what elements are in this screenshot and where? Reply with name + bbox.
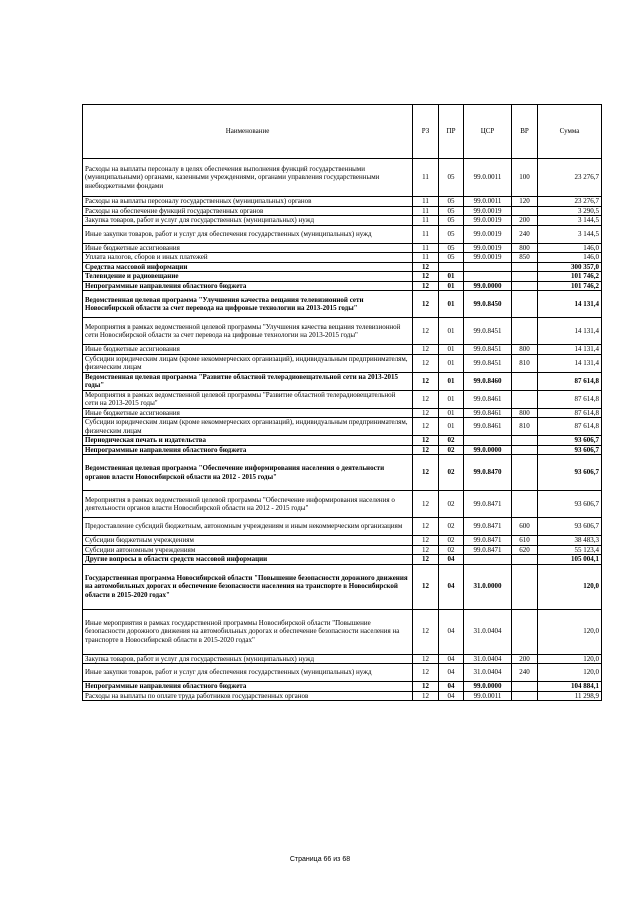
table-row	[83, 491, 602, 518]
row-csr-cell: 99.0.0019	[464, 253, 512, 263]
row-rz-cell: 12	[413, 408, 439, 418]
row-vr-cell	[512, 455, 538, 491]
row-csr-cell: 99.0.0019	[464, 206, 512, 216]
row-sum-cell: 3 144,5	[538, 225, 602, 243]
row-rz-cell: 12	[413, 272, 439, 282]
table-row	[83, 518, 602, 536]
row-rz-cell: 12	[413, 536, 439, 546]
row-rz-cell: 12	[413, 545, 439, 555]
row-name-cell: Расходы на выплаты по оплате труда работников государственных органов	[83, 691, 413, 701]
row-sum-cell: 87 614,8	[538, 372, 602, 390]
row-csr-cell: 99.0.0000	[464, 682, 512, 692]
row-csr-cell: 99.0.8471	[464, 491, 512, 518]
row-sum-cell: 14 131,4	[538, 354, 602, 372]
row-sum-cell: 101 746,2	[538, 281, 602, 291]
row-pr-cell: 04	[439, 691, 464, 701]
row-vr-cell	[512, 318, 538, 345]
row-sum-cell: 87 614,8	[538, 408, 602, 418]
row-vr-cell	[512, 691, 538, 701]
budget-table	[82, 104, 602, 701]
table-row	[83, 253, 602, 263]
row-name-cell: Уплата налогов, сборов и иных платежей	[83, 253, 413, 263]
row-rz-cell: 12	[413, 491, 439, 518]
row-rz-cell: 12	[413, 291, 439, 318]
column-header-pr: ПР	[439, 105, 464, 159]
row-vr-cell: 800	[512, 408, 538, 418]
page-number: Страница 66 из 68	[289, 856, 351, 863]
row-pr-cell: 02	[439, 545, 464, 555]
table-row	[83, 654, 602, 664]
row-vr-cell	[512, 272, 538, 282]
row-sum-cell: 300 357,0	[538, 262, 602, 272]
table-row	[83, 691, 602, 701]
row-vr-cell	[512, 564, 538, 609]
row-pr-cell: 05	[439, 216, 464, 226]
row-pr-cell: 02	[439, 445, 464, 455]
row-rz-cell: 11	[413, 225, 439, 243]
row-csr-cell: 99.0.8451	[464, 345, 512, 355]
row-name-cell: Закупка товаров, работ и услуг для государственных (муниципальных) нужд	[83, 654, 413, 664]
table-row	[83, 291, 602, 318]
row-pr-cell: 04	[439, 654, 464, 664]
row-sum-cell: 14 131,4	[538, 291, 602, 318]
table-row	[83, 354, 602, 372]
row-rz-cell: 12	[413, 664, 439, 682]
row-name-cell: Государственная программа Новосибирской области "Повышение безопасности дорожного движения на автомобильных дорогах и обеспечение безопасности населения на транспорте в Новосибирской области в 2015-2020 годах"	[83, 564, 413, 609]
table-row	[83, 272, 602, 282]
row-vr-cell: 240	[512, 225, 538, 243]
row-pr-cell: 01	[439, 408, 464, 418]
row-vr-cell: 810	[512, 354, 538, 372]
table-row	[83, 682, 602, 692]
row-name-cell: Расходы на обеспечение функций государственных органов	[83, 206, 413, 216]
row-name-cell: Иные бюджетные ассигнования	[83, 345, 413, 355]
row-rz-cell: 12	[413, 436, 439, 446]
table-row	[83, 418, 602, 436]
row-rz-cell: 12	[413, 691, 439, 701]
row-vr-cell: 850	[512, 253, 538, 263]
row-csr-cell: 99.0.0019	[464, 243, 512, 253]
table-row	[83, 243, 602, 253]
row-sum-cell: 87 614,8	[538, 418, 602, 436]
row-pr-cell: 05	[439, 243, 464, 253]
row-vr-cell	[512, 206, 538, 216]
row-csr-cell: 99.0.8451	[464, 354, 512, 372]
row-vr-cell: 200	[512, 654, 538, 664]
row-rz-cell: 12	[413, 518, 439, 536]
row-name-cell: Субсидии юридическим лицам (кроме некоммерческих организаций), индивидуальным предпринимателям, физическим лицам	[83, 354, 413, 372]
row-csr-cell: 99.0.8460	[464, 372, 512, 390]
row-rz-cell: 11	[413, 206, 439, 216]
row-vr-cell	[512, 262, 538, 272]
row-name-cell: Средства массовой информации	[83, 262, 413, 272]
row-vr-cell: 100	[512, 159, 538, 197]
table-row	[83, 555, 602, 565]
row-name-cell: Иные мероприятия в рамках государственной программы Новосибирской области "Повышение безопасности дорожного движения на автомобильных дорогах и обеспечение безопасности населения на транспорте в Новосибирской области в 2015-2020 годах"	[83, 609, 413, 654]
row-pr-cell: 01	[439, 318, 464, 345]
row-name-cell: Иные бюджетные ассигнования	[83, 408, 413, 418]
row-name-cell: Непрограммные направления областного бюджета	[83, 682, 413, 692]
row-csr-cell: 31.0.0404	[464, 654, 512, 664]
row-vr-cell: 620	[512, 545, 538, 555]
row-csr-cell	[464, 272, 512, 282]
row-rz-cell: 12	[413, 418, 439, 436]
row-sum-cell: 120,0	[538, 609, 602, 654]
row-name-cell: Мероприятия в рамках ведомственной целевой программы "Развитие областной телерадиовещательной сети на 2013-2015 годы"	[83, 390, 413, 408]
row-sum-cell: 120,0	[538, 664, 602, 682]
table-row	[83, 262, 602, 272]
table-row	[83, 197, 602, 207]
row-csr-cell	[464, 555, 512, 565]
row-rz-cell: 12	[413, 455, 439, 491]
row-sum-cell: 14 131,4	[538, 345, 602, 355]
row-rz-cell: 11	[413, 197, 439, 207]
row-name-cell: Непрограммные направления областного бюджета	[83, 445, 413, 455]
column-header-csr: ЦСР	[464, 105, 512, 159]
row-vr-cell	[512, 445, 538, 455]
row-sum-cell: 104 884,1	[538, 682, 602, 692]
row-name-cell: Субсидии бюджетным учреждениям	[83, 536, 413, 546]
row-vr-cell: 240	[512, 664, 538, 682]
row-rz-cell: 12	[413, 609, 439, 654]
row-vr-cell: 610	[512, 536, 538, 546]
table-row	[83, 372, 602, 390]
row-pr-cell: 05	[439, 197, 464, 207]
row-vr-cell	[512, 372, 538, 390]
row-pr-cell: 02	[439, 455, 464, 491]
row-csr-cell: 99.0.0000	[464, 281, 512, 291]
row-rz-cell: 12	[413, 318, 439, 345]
table-row	[83, 609, 602, 654]
row-sum-cell: 93 606,7	[538, 491, 602, 518]
row-name-cell: Мероприятия в рамках ведомственной целевой программы "Обеспечение информирования населения о деятельности органов власти Новосибирской области на 2012 - 2015 годы"	[83, 491, 413, 518]
row-csr-cell: 31.0.0404	[464, 609, 512, 654]
row-sum-cell: 93 606,7	[538, 436, 602, 446]
row-csr-cell: 99.0.8451	[464, 318, 512, 345]
row-pr-cell: 02	[439, 518, 464, 536]
row-vr-cell	[512, 609, 538, 654]
row-pr-cell: 01	[439, 345, 464, 355]
row-csr-cell: 31.0.0404	[464, 664, 512, 682]
row-csr-cell: 99.0.8471	[464, 518, 512, 536]
row-pr-cell: 04	[439, 564, 464, 609]
column-header-sum: Сумма	[538, 105, 602, 159]
row-pr-cell: 01	[439, 418, 464, 436]
row-sum-cell: 23 276,7	[538, 197, 602, 207]
row-csr-cell	[464, 262, 512, 272]
row-vr-cell	[512, 390, 538, 408]
row-rz-cell: 12	[413, 372, 439, 390]
row-rz-cell: 12	[413, 390, 439, 408]
row-rz-cell: 11	[413, 253, 439, 263]
table-row	[83, 216, 602, 226]
row-name-cell: Другие вопросы в области средств массовой информации	[83, 555, 413, 565]
table-row	[83, 281, 602, 291]
row-pr-cell: 01	[439, 281, 464, 291]
row-pr-cell: 01	[439, 390, 464, 408]
row-csr-cell: 99.0.8471	[464, 536, 512, 546]
row-rz-cell: 12	[413, 345, 439, 355]
row-csr-cell: 99.0.8471	[464, 545, 512, 555]
row-csr-cell: 99.0.0011	[464, 159, 512, 197]
row-sum-cell: 55 123,4	[538, 545, 602, 555]
row-csr-cell: 99.0.8470	[464, 455, 512, 491]
row-csr-cell: 99.0.0011	[464, 197, 512, 207]
table-row	[83, 664, 602, 682]
row-name-cell: Иные закупки товаров, работ и услуг для обеспечения государственных (муниципальных) нужд	[83, 664, 413, 682]
row-name-cell: Субсидии юридическим лицам (кроме некоммерческих организаций), индивидуальным предпринимателям, физическим лицам	[83, 418, 413, 436]
row-sum-cell: 146,0	[538, 243, 602, 253]
row-vr-cell	[512, 281, 538, 291]
row-rz-cell: 12	[413, 281, 439, 291]
row-pr-cell	[439, 262, 464, 272]
row-vr-cell	[512, 491, 538, 518]
row-sum-cell: 120,0	[538, 564, 602, 609]
table-row	[83, 345, 602, 355]
row-sum-cell: 38 483,3	[538, 536, 602, 546]
table-header-row	[83, 105, 602, 159]
row-csr-cell: 99.0.0011	[464, 691, 512, 701]
row-name-cell: Субсидии автономным учреждениям	[83, 545, 413, 555]
row-rz-cell: 12	[413, 445, 439, 455]
row-sum-cell: 14 131,4	[538, 318, 602, 345]
row-sum-cell: 93 606,7	[538, 518, 602, 536]
row-name-cell: Непрограммные направления областного бюджета	[83, 281, 413, 291]
row-sum-cell: 105 004,1	[538, 555, 602, 565]
row-rz-cell: 11	[413, 216, 439, 226]
row-sum-cell: 93 606,7	[538, 445, 602, 455]
row-pr-cell: 05	[439, 253, 464, 263]
row-name-cell: Иные закупки товаров, работ и услуг для обеспечения государственных (муниципальных) нужд	[83, 225, 413, 243]
row-pr-cell: 01	[439, 354, 464, 372]
row-name-cell: Ведомственная целевая программа "Улучшения качества вещания телевизионной сети Новосибирской области за счет перевода на цифровые технологии на 2013-2015 годы"	[83, 291, 413, 318]
row-sum-cell: 23 276,7	[538, 159, 602, 197]
row-pr-cell: 01	[439, 291, 464, 318]
table-row	[83, 225, 602, 243]
table-row	[83, 545, 602, 555]
row-vr-cell: 120	[512, 197, 538, 207]
row-name-cell: Иные бюджетные ассигнования	[83, 243, 413, 253]
row-sum-cell: 87 614,8	[538, 390, 602, 408]
row-pr-cell: 02	[439, 491, 464, 518]
column-header-vr: ВР	[512, 105, 538, 159]
row-csr-cell: 99.0.8461	[464, 408, 512, 418]
row-name-cell: Расходы на выплаты персоналу государственных (муниципальных) органов	[83, 197, 413, 207]
row-pr-cell: 05	[439, 225, 464, 243]
table-row	[83, 408, 602, 418]
table-row	[83, 536, 602, 546]
row-pr-cell: 02	[439, 436, 464, 446]
row-vr-cell	[512, 555, 538, 565]
row-csr-cell: 99.0.8461	[464, 390, 512, 408]
row-name-cell: Ведомственная целевая программа "Обеспечение информирования населения о деятельности органов власти Новосибирской области на 2012 - 2015 годы"	[83, 455, 413, 491]
row-pr-cell: 04	[439, 682, 464, 692]
row-vr-cell	[512, 291, 538, 318]
row-vr-cell: 800	[512, 345, 538, 355]
row-csr-cell: 99.0.0000	[464, 445, 512, 455]
row-pr-cell: 04	[439, 555, 464, 565]
row-rz-cell: 12	[413, 354, 439, 372]
row-name-cell: Предоставление субсидий бюджетным, автономным учреждениям и иным некоммерческим организациям	[83, 518, 413, 536]
row-pr-cell: 01	[439, 372, 464, 390]
row-csr-cell: 99.0.8450	[464, 291, 512, 318]
row-vr-cell: 600	[512, 518, 538, 536]
row-pr-cell: 04	[439, 664, 464, 682]
row-pr-cell: 05	[439, 159, 464, 197]
column-header-name: Наименование	[83, 105, 413, 159]
column-header-rz: РЗ	[413, 105, 439, 159]
row-vr-cell: 810	[512, 418, 538, 436]
table-row	[83, 318, 602, 345]
row-sum-cell: 3 290,5	[538, 206, 602, 216]
row-vr-cell: 200	[512, 216, 538, 226]
table-row	[83, 159, 602, 197]
table-row	[83, 436, 602, 446]
table-row	[83, 445, 602, 455]
row-pr-cell: 05	[439, 206, 464, 216]
row-name-cell: Расходы на выплаты персоналу в целях обеспечения выполнения функций государственными (муниципальными) органами, казенными учреждениями, органами управления государственными внебюджетными фондами	[83, 159, 413, 197]
row-sum-cell: 120,0	[538, 654, 602, 664]
row-csr-cell: 31.0.0000	[464, 564, 512, 609]
row-csr-cell: 99.0.0019	[464, 216, 512, 226]
row-name-cell: Телевидение и радиовещание	[83, 272, 413, 282]
row-sum-cell: 101 746,2	[538, 272, 602, 282]
row-pr-cell: 01	[439, 272, 464, 282]
row-rz-cell: 12	[413, 555, 439, 565]
row-sum-cell: 93 606,7	[538, 455, 602, 491]
row-pr-cell: 02	[439, 536, 464, 546]
table-row	[83, 455, 602, 491]
row-name-cell: Ведомственная целевая программа "Развитие областной телерадиовещательной сети на 2013-2015 годы"	[83, 372, 413, 390]
row-sum-cell: 146,0	[538, 253, 602, 263]
row-rz-cell: 11	[413, 243, 439, 253]
row-csr-cell: 99.0.0019	[464, 225, 512, 243]
row-name-cell: Закупка товаров, работ и услуг для государственных (муниципальных) нужд	[83, 216, 413, 226]
row-vr-cell	[512, 436, 538, 446]
row-pr-cell: 04	[439, 609, 464, 654]
table-row	[83, 206, 602, 216]
row-vr-cell	[512, 682, 538, 692]
table-row	[83, 390, 602, 408]
row-rz-cell: 12	[413, 262, 439, 272]
row-rz-cell: 12	[413, 654, 439, 664]
table-row	[83, 564, 602, 609]
row-vr-cell: 800	[512, 243, 538, 253]
row-rz-cell: 12	[413, 564, 439, 609]
row-sum-cell: 11 298,9	[538, 691, 602, 701]
row-csr-cell: 99.0.8461	[464, 418, 512, 436]
row-rz-cell: 12	[413, 682, 439, 692]
row-csr-cell	[464, 436, 512, 446]
row-name-cell: Мероприятия в рамках ведомственной целевой программы "Улучшения качества вещания телевизионной сети Новосибирской области за счет перевода на цифровые технологии на 2013-2015 годы"	[83, 318, 413, 345]
row-rz-cell: 11	[413, 159, 439, 197]
row-name-cell: Периодическая печать и издательства	[83, 436, 413, 446]
row-sum-cell: 3 144,5	[538, 216, 602, 226]
